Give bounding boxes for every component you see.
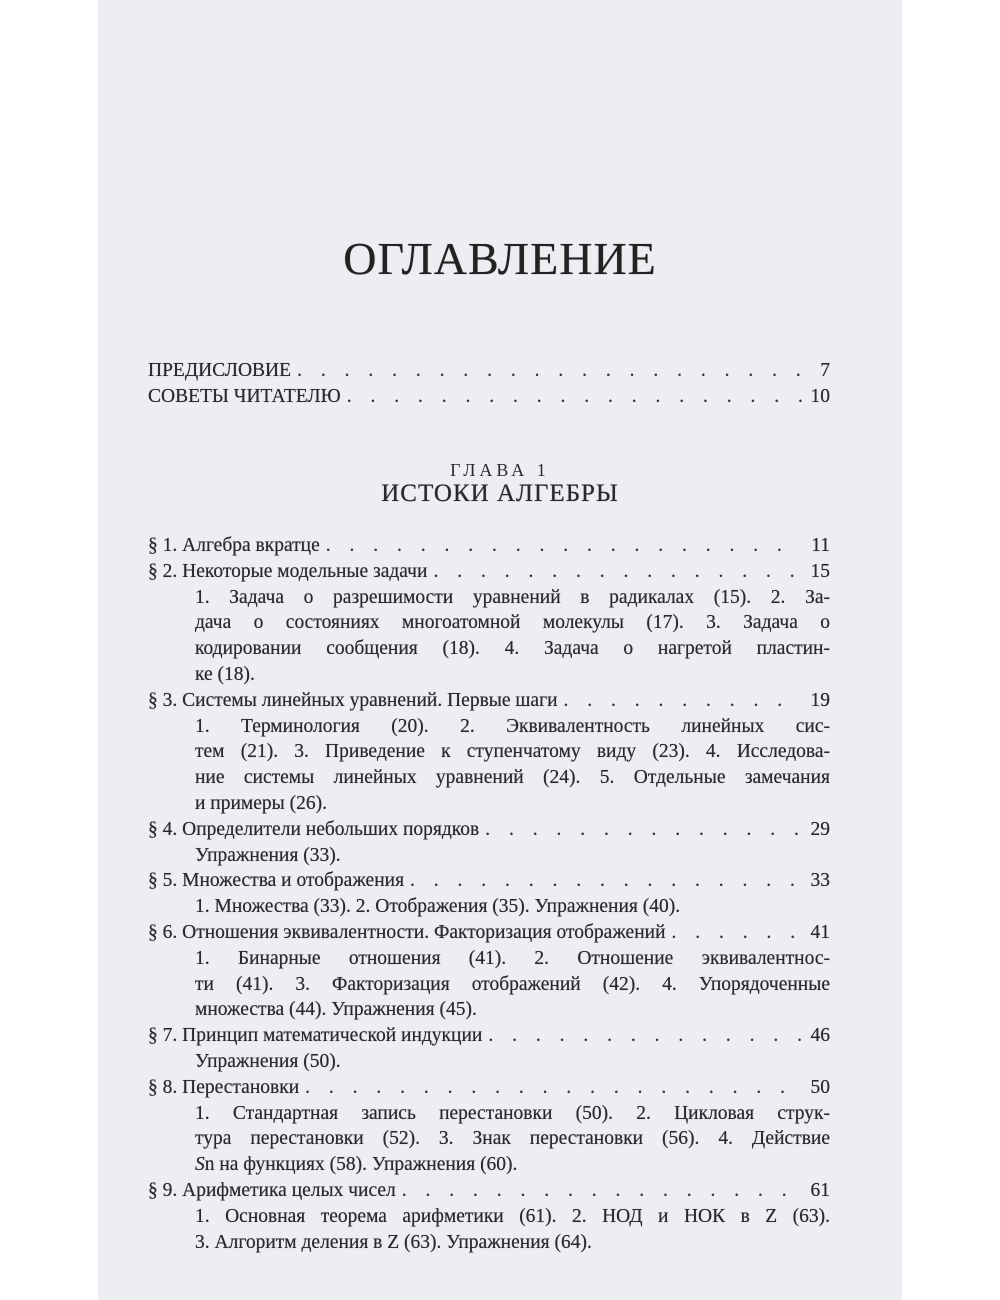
toc-entry-advice — [148, 384, 830, 410]
toc-section-entry — [148, 533, 830, 559]
subsection-line: Sn на функциях (58). Упражнения (60). — [195, 1154, 518, 1176]
subsection-line: 1. Множества (33). 2. Отображения (35). Упражнения (40). — [195, 896, 681, 918]
page-title: ОГЛАВЛЕНИЕ — [343, 233, 657, 284]
dot-leader — [402, 1178, 802, 1204]
subsection-line: 1. Задача о разрешимости уравнений в радикалах (15). 2. За- — [195, 586, 830, 608]
subsection-line: 1. Стандартная запись перестановки (50). 2. Цикловая струк- — [195, 1102, 830, 1124]
entry-label: § 1. Алгебра вкратце — [148, 535, 320, 556]
subsection-line: ти (41). 3. Факторизация отображений (42). 4. Упорядоченные — [195, 973, 830, 995]
entry-page: 33 — [810, 870, 830, 892]
chapter-title: ИСТОКИ АЛГЕБРЫ — [381, 480, 619, 507]
subsection-line: 1. Основная теорема арифметики (61). 2. НОД и НОК в Z (63). — [195, 1205, 830, 1227]
dot-leader — [305, 1075, 802, 1101]
toc-entry-preface — [148, 358, 830, 384]
subsection-list — [148, 585, 830, 688]
entry-label: § 5. Множества и отображения — [148, 870, 405, 892]
toc-section-entry — [148, 1023, 830, 1049]
entry-label: § 2. Некоторые модельные задачи — [148, 560, 428, 582]
entry-page: 7 — [820, 360, 830, 381]
subsection-line: и примеры (26). — [195, 792, 328, 814]
dot-leader — [488, 1023, 802, 1049]
subsection-line: Упражнения (33). — [195, 844, 341, 866]
dot-leader — [347, 384, 802, 410]
subsection-list — [148, 843, 830, 869]
subsection-line: дача о состояниях многоатомной молекулы (17). 3. Задача о — [195, 612, 830, 634]
entry-page: 11 — [811, 535, 830, 556]
subsection-list — [148, 1049, 830, 1075]
entry-label: СОВЕТЫ ЧИТАТЕЛЮ — [148, 385, 341, 407]
entry-page: 10 — [810, 385, 830, 407]
subsection-line: Упражнения (50). — [195, 1050, 341, 1072]
toc-section-entry — [148, 559, 830, 585]
dot-leader — [672, 920, 802, 946]
dot-leader — [410, 868, 802, 894]
toc-section-entry — [148, 817, 830, 843]
subsection-line: 3. Алгоритм деления в Z (63). Упражнения (64). — [195, 1231, 592, 1253]
subsection-list — [148, 894, 830, 920]
subsection-list — [148, 714, 830, 817]
subsection-list — [148, 1101, 830, 1178]
dot-leader — [564, 688, 802, 714]
subsection-list — [148, 1204, 830, 1256]
subsection-line: 1. Бинарные отношения (41). 2. Отношение эквивалентнос- — [195, 947, 830, 969]
entry-page: 41 — [810, 921, 830, 943]
subsection-list — [148, 946, 830, 1023]
section-list — [148, 533, 830, 1255]
dot-leader — [297, 358, 802, 384]
entry-label: § 7. Принцип математической индукции — [148, 1025, 483, 1047]
toc-section-entry — [148, 1178, 830, 1204]
entry-page: 15 — [810, 560, 830, 582]
dot-leader — [433, 559, 802, 585]
toc-section-entry — [148, 920, 830, 946]
chapter-number: ГЛАВА 1 — [450, 460, 550, 480]
dot-leader — [485, 817, 802, 843]
dot-leader — [326, 533, 802, 559]
subsection-line: множества (44). Упражнения (45). — [195, 999, 477, 1021]
entry-page: 19 — [810, 689, 830, 711]
subsection-line: ке (18). — [195, 663, 255, 685]
subsection-line: ние системы линейных уравнений (24). 5. Отдельные замечания — [195, 767, 830, 789]
entry-label: § 4. Определители небольших порядков — [148, 818, 480, 840]
entry-label: ПРЕДИСЛОВИЕ — [148, 360, 292, 381]
entry-label: § 8. Перестановки — [148, 1076, 300, 1098]
entry-label: § 9. Арифметика целых чисел — [148, 1179, 396, 1201]
toc-section-entry — [148, 688, 830, 714]
toc-section-entry — [148, 1075, 830, 1101]
front-matter-list — [148, 358, 830, 410]
entry-page: 61 — [810, 1179, 830, 1201]
toc-section-entry — [148, 868, 830, 894]
subsection-line: 1. Терминология (20). 2. Эквивалентность линейных сис- — [195, 715, 830, 737]
subsection-line: тем (21). 3. Приведение к ступенчатому виду (23). 4. Исследова- — [195, 741, 830, 763]
entry-page: 46 — [810, 1025, 830, 1047]
entry-page: 29 — [810, 818, 830, 840]
entry-label: § 6. Отношения эквивалентности. Факторизация отображений — [148, 921, 666, 943]
entry-label: § 3. Системы линейных уравнений. Первые шаги — [148, 689, 558, 711]
subsection-line: кодировании сообщения (18). 4. Задача о нагретой пластин- — [195, 638, 830, 660]
subsection-line: тура перестановки (52). 3. Знак перестановки (56). 4. Действие — [195, 1128, 830, 1150]
entry-page: 50 — [810, 1076, 830, 1098]
